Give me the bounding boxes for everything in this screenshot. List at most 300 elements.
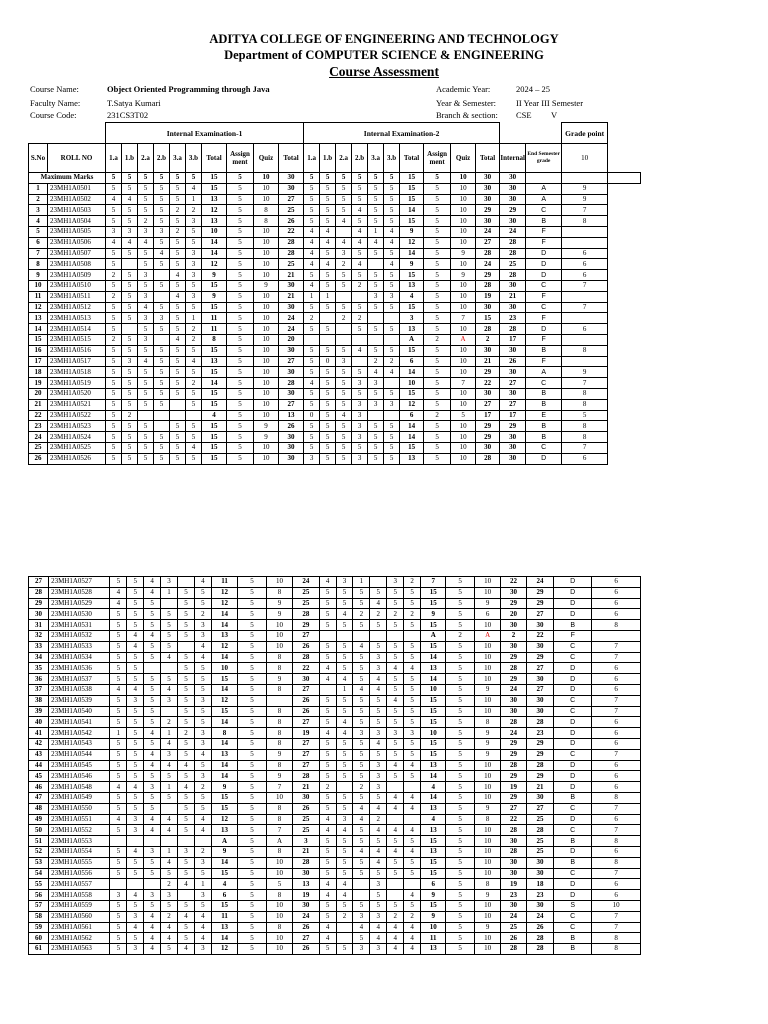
table-cell: 8 bbox=[266, 814, 292, 825]
table-cell: 29 bbox=[526, 652, 553, 663]
table-cell: 10 bbox=[266, 630, 292, 641]
table-cell: 59 bbox=[29, 922, 49, 933]
table-cell: 5 bbox=[304, 432, 320, 443]
table-cell: 27 bbox=[29, 577, 49, 588]
table-cell: 5 bbox=[161, 900, 178, 911]
table-cell: 5 bbox=[304, 388, 320, 399]
table-cell: 5 bbox=[336, 771, 353, 782]
table-cell: 4 bbox=[387, 803, 404, 814]
table-cell: 5 bbox=[170, 173, 186, 184]
table-row bbox=[29, 836, 641, 847]
table-cell: A bbox=[451, 334, 476, 345]
table-cell: 5 bbox=[238, 717, 267, 728]
table-cell: 5 bbox=[194, 792, 211, 803]
table-cell: 5 bbox=[127, 738, 144, 749]
table-cell: 15 bbox=[400, 270, 424, 281]
table-cell: 8 bbox=[266, 706, 292, 717]
table-cell: 5 bbox=[110, 911, 127, 922]
table-cell: 5 bbox=[122, 367, 138, 378]
table-cell: 5 bbox=[387, 684, 404, 695]
table-cell bbox=[127, 836, 144, 847]
table-cell: 13 bbox=[400, 453, 424, 464]
table-cell: 3 bbox=[122, 356, 138, 367]
table-cell: 5 bbox=[161, 609, 178, 620]
table-cell: 1 bbox=[353, 577, 370, 588]
table-cell: 10 bbox=[254, 334, 279, 345]
table-cell: 28 bbox=[501, 825, 526, 836]
table-cell: 41 bbox=[29, 728, 49, 739]
table-cell: 5 bbox=[238, 587, 267, 598]
table-cell: 5 bbox=[144, 792, 161, 803]
table-cell: 4 bbox=[154, 248, 170, 259]
table-cell: 2 bbox=[336, 259, 352, 270]
table-cell: 29 bbox=[500, 421, 526, 432]
table-cell: 5 bbox=[227, 453, 254, 464]
table-cell: 5 bbox=[320, 302, 336, 313]
table-cell: B bbox=[526, 399, 562, 410]
table-cell: D bbox=[554, 879, 592, 890]
table-cell: 4 bbox=[404, 663, 421, 674]
table-cell: 23MH1A0562 bbox=[49, 933, 110, 944]
table-cell: 5 bbox=[161, 674, 178, 685]
table-cell: 5 bbox=[404, 695, 421, 706]
table-cell: 5 bbox=[336, 598, 353, 609]
table-cell: 10 bbox=[254, 345, 279, 356]
table-row bbox=[29, 879, 641, 890]
table-cell: 4 bbox=[319, 674, 336, 685]
table-cell: 27 bbox=[293, 760, 319, 771]
table-cell: 4 bbox=[122, 237, 138, 248]
table-cell: 3 bbox=[144, 890, 161, 901]
table-row bbox=[29, 313, 641, 324]
table-cell: 2 bbox=[404, 577, 421, 588]
table-cell: 9 bbox=[474, 598, 500, 609]
table-cell bbox=[404, 782, 421, 793]
table-cell: 28 bbox=[279, 237, 304, 248]
table-cell: 30 bbox=[501, 868, 526, 879]
table-cell: 3 bbox=[293, 836, 319, 847]
table-cell: 8 bbox=[266, 717, 292, 728]
table-cell: 3 bbox=[387, 728, 404, 739]
table-row bbox=[29, 356, 641, 367]
col-header: 3.a bbox=[368, 144, 384, 173]
table-cell: 7 bbox=[592, 911, 641, 922]
table-cell: 3 bbox=[161, 749, 178, 760]
table-cell: 5 bbox=[127, 577, 144, 588]
table-cell: 5 bbox=[127, 674, 144, 685]
table-cell: 11 bbox=[29, 291, 48, 302]
table-cell: 5 bbox=[238, 663, 267, 674]
table-cell: 5 bbox=[353, 674, 370, 685]
table-cell: 6 bbox=[29, 237, 48, 248]
table-cell: 4 bbox=[404, 890, 421, 901]
table-cell: 28 bbox=[29, 587, 49, 598]
table-cell: 10 bbox=[451, 291, 476, 302]
table-cell: 24 bbox=[279, 313, 304, 324]
course-name-label: Course Name: bbox=[30, 84, 79, 94]
table-cell: 13 bbox=[421, 846, 446, 857]
table-cell: 4 bbox=[404, 792, 421, 803]
table-cell: 35 bbox=[29, 663, 49, 674]
table-cell: 5 bbox=[404, 598, 421, 609]
table-cell: E bbox=[526, 410, 562, 421]
table-cell: 5 bbox=[424, 313, 451, 324]
table-cell bbox=[384, 334, 400, 345]
table-cell: 15 bbox=[202, 453, 227, 464]
table-cell: 5 bbox=[336, 868, 353, 879]
table-cell: 10 bbox=[474, 706, 500, 717]
table-cell: 9 bbox=[474, 684, 500, 695]
table-cell bbox=[122, 259, 138, 270]
table-cell: 18 bbox=[526, 879, 553, 890]
table-cell: 5 bbox=[138, 173, 154, 184]
table-cell: 10 bbox=[451, 432, 476, 443]
table-cell: 4 bbox=[304, 226, 320, 237]
table-cell: D bbox=[526, 270, 562, 281]
table-cell: 6 bbox=[592, 814, 641, 825]
table-row bbox=[29, 248, 641, 259]
table-cell: 5 bbox=[424, 421, 451, 432]
table-cell: 5 bbox=[144, 738, 161, 749]
table-cell: 23MH1A0531 bbox=[49, 620, 110, 631]
table-cell: D bbox=[554, 717, 592, 728]
table-cell: 15 bbox=[211, 674, 237, 685]
table-cell: 5 bbox=[336, 749, 353, 760]
table-cell: 15 bbox=[211, 792, 237, 803]
table-cell: 14 bbox=[29, 324, 48, 335]
table-cell: 5 bbox=[110, 717, 127, 728]
table-cell: 28 bbox=[476, 248, 500, 259]
table-cell bbox=[336, 291, 352, 302]
table-cell: A bbox=[211, 836, 237, 847]
table-cell: 5 bbox=[29, 226, 48, 237]
table-cell: 5 bbox=[404, 587, 421, 598]
table-cell: 5 bbox=[138, 453, 154, 464]
table-cell: 12 bbox=[29, 302, 48, 313]
table-cell: 30 bbox=[500, 183, 526, 194]
table-row bbox=[29, 324, 641, 335]
table-cell: D bbox=[554, 663, 592, 674]
table-cell: 2 bbox=[29, 194, 48, 205]
table-cell: 5 bbox=[154, 259, 170, 270]
table-row bbox=[29, 345, 641, 356]
table-cell: 5 bbox=[138, 421, 154, 432]
table-cell bbox=[154, 270, 170, 281]
table-cell: 13 bbox=[293, 879, 319, 890]
table-cell: 4 bbox=[352, 205, 368, 216]
table-cell: 4 bbox=[194, 749, 211, 760]
table-cell: 23MH1A0503 bbox=[48, 205, 106, 216]
table-cell: 8 bbox=[562, 388, 608, 399]
table-cell bbox=[368, 259, 384, 270]
table-cell: 3 bbox=[336, 248, 352, 259]
table-cell: 5 bbox=[384, 183, 400, 194]
table-cell: 5 bbox=[353, 663, 370, 674]
faculty-label: Faculty Name: bbox=[30, 98, 81, 108]
table-cell: D bbox=[554, 760, 592, 771]
table-cell: 4 bbox=[144, 760, 161, 771]
table-cell: 4 bbox=[387, 792, 404, 803]
table-cell: 15 bbox=[421, 868, 446, 879]
table-cell: 5 bbox=[144, 857, 161, 868]
table-cell: 3 bbox=[336, 577, 353, 588]
table-cell: 5 bbox=[178, 598, 195, 609]
table-cell: 13 bbox=[400, 324, 424, 335]
table-cell: B bbox=[554, 857, 592, 868]
table-cell: 5 bbox=[186, 432, 202, 443]
table-cell: 5 bbox=[304, 216, 320, 227]
table-cell bbox=[404, 630, 421, 641]
table-row bbox=[29, 183, 641, 194]
table-cell: 3 bbox=[370, 760, 387, 771]
table-cell: 5 bbox=[110, 609, 127, 620]
table-cell: 9 bbox=[254, 280, 279, 291]
table-cell: 3 bbox=[370, 911, 387, 922]
table-cell: 5 bbox=[178, 825, 195, 836]
table-cell: 21 bbox=[526, 782, 553, 793]
table-cell: 47 bbox=[29, 792, 49, 803]
table-cell: 30 bbox=[279, 388, 304, 399]
table-cell bbox=[138, 410, 154, 421]
table-cell: 14 bbox=[211, 652, 237, 663]
table-cell: 6 bbox=[592, 890, 641, 901]
table-cell: 5 bbox=[178, 630, 195, 641]
table-cell: 5 bbox=[106, 248, 122, 259]
table-cell: 3 bbox=[178, 846, 195, 857]
table-cell bbox=[562, 173, 608, 184]
table-cell: 5 bbox=[144, 674, 161, 685]
table-cell: 9 bbox=[254, 432, 279, 443]
table-cell: 5 bbox=[319, 749, 336, 760]
table-cell: 5 bbox=[404, 684, 421, 695]
table-cell: C bbox=[526, 280, 562, 291]
col-header: 2.a bbox=[336, 144, 352, 173]
table-cell: 5 bbox=[238, 609, 267, 620]
table-cell: 5 bbox=[320, 248, 336, 259]
table-cell: 5 bbox=[238, 641, 267, 652]
table-cell: 5 bbox=[404, 868, 421, 879]
table-cell: 5 bbox=[110, 749, 127, 760]
table-cell: 25 bbox=[29, 442, 48, 453]
table-cell: 15 bbox=[421, 695, 446, 706]
table-cell: 5 bbox=[336, 442, 352, 453]
table-cell: 4 bbox=[352, 259, 368, 270]
table-cell: 4 bbox=[194, 577, 211, 588]
table-cell: 19 bbox=[29, 378, 48, 389]
table-cell: 30 bbox=[500, 388, 526, 399]
table-cell: 3 bbox=[368, 399, 384, 410]
table-cell: 49 bbox=[29, 814, 49, 825]
table-cell: 30 bbox=[293, 674, 319, 685]
table-cell: 3 bbox=[29, 205, 48, 216]
table-cell: 10 bbox=[451, 399, 476, 410]
table-cell: 5 bbox=[227, 399, 254, 410]
table-cell: 5 bbox=[227, 334, 254, 345]
table-cell: 30 bbox=[526, 868, 553, 879]
table-cell: 26 bbox=[526, 922, 553, 933]
table-cell: 5 bbox=[319, 620, 336, 631]
table-cell: 5 bbox=[238, 890, 267, 901]
table-cell: 5 bbox=[446, 706, 475, 717]
table-cell: D bbox=[554, 738, 592, 749]
table-cell: 2 bbox=[370, 814, 387, 825]
table-cell: 5 bbox=[370, 868, 387, 879]
table-cell: B bbox=[554, 792, 592, 803]
table-cell: 15 bbox=[421, 717, 446, 728]
table-cell: 5 bbox=[446, 944, 475, 955]
table-cell: 29 bbox=[526, 587, 553, 598]
table-cell: 5 bbox=[110, 857, 127, 868]
table-cell: 5 bbox=[353, 933, 370, 944]
table-cell: 4 bbox=[404, 933, 421, 944]
table-cell: 5 bbox=[320, 194, 336, 205]
table-cell: 5 bbox=[170, 280, 186, 291]
table-cell: 15 bbox=[421, 587, 446, 598]
table-cell: 5 bbox=[446, 738, 475, 749]
max-marks-label: Maximum Marks bbox=[29, 173, 106, 184]
table-cell: 28 bbox=[526, 825, 553, 836]
table-cell: 5 bbox=[178, 792, 195, 803]
table-cell: 15 bbox=[476, 313, 500, 324]
table-cell: 5 bbox=[238, 674, 267, 685]
table-cell: 22 bbox=[293, 663, 319, 674]
table-cell: 5 bbox=[127, 771, 144, 782]
table-cell: 4 bbox=[353, 814, 370, 825]
table-cell: 5 bbox=[368, 388, 384, 399]
table-cell: 5 bbox=[370, 641, 387, 652]
table-cell: 5 bbox=[384, 205, 400, 216]
table-cell: 10 bbox=[474, 674, 500, 685]
table-cell: 13 bbox=[421, 944, 446, 955]
table-cell: 30 bbox=[526, 900, 553, 911]
table-cell: 5 bbox=[336, 280, 352, 291]
table-cell: 54 bbox=[29, 868, 49, 879]
table-cell: 23MH1A0520 bbox=[48, 388, 106, 399]
table-cell: 14 bbox=[211, 738, 237, 749]
table-cell: 9 bbox=[202, 291, 227, 302]
table-cell: 5 bbox=[238, 630, 267, 641]
table-row bbox=[29, 367, 641, 378]
table-cell: 5 bbox=[186, 388, 202, 399]
assessment-table-page-1 bbox=[28, 122, 641, 465]
table-cell: 5 bbox=[319, 587, 336, 598]
table-cell bbox=[404, 814, 421, 825]
table-row bbox=[29, 609, 641, 620]
table-cell: 7 bbox=[266, 782, 292, 793]
table-cell: 5 bbox=[336, 706, 353, 717]
table-cell: 4 bbox=[110, 814, 127, 825]
table-cell: 5 bbox=[387, 620, 404, 631]
table-cell: 5 bbox=[304, 442, 320, 453]
table-cell: 3 bbox=[370, 652, 387, 663]
table-cell: 5 bbox=[446, 900, 475, 911]
table-cell: 4 bbox=[110, 684, 127, 695]
table-cell: 5 bbox=[320, 324, 336, 335]
table-cell: 5 bbox=[227, 205, 254, 216]
table-cell: 3 bbox=[110, 890, 127, 901]
table-cell: 5 bbox=[106, 183, 122, 194]
table-cell: 5 bbox=[154, 356, 170, 367]
table-cell: 5 bbox=[384, 280, 400, 291]
table-cell: 5 bbox=[154, 237, 170, 248]
table-cell: 28 bbox=[526, 760, 553, 771]
table-cell: 5 bbox=[304, 205, 320, 216]
table-cell: 5 bbox=[320, 367, 336, 378]
table-cell: 29 bbox=[501, 674, 526, 685]
table-cell: 4 bbox=[352, 226, 368, 237]
table-cell: 5 bbox=[404, 620, 421, 631]
table-cell: 53 bbox=[29, 857, 49, 868]
table-cell: 5 bbox=[446, 836, 475, 847]
table-cell: 5 bbox=[138, 388, 154, 399]
table-cell: 10 bbox=[451, 173, 476, 184]
table-cell: 23MH1A0558 bbox=[49, 890, 110, 901]
table-cell: 27 bbox=[293, 717, 319, 728]
table-cell: 23MH1A0530 bbox=[49, 609, 110, 620]
table-cell: 10 bbox=[254, 226, 279, 237]
table-cell: 5 bbox=[370, 587, 387, 598]
table-cell: 8 bbox=[562, 345, 608, 356]
table-cell: 3 bbox=[138, 226, 154, 237]
table-cell: 10 bbox=[451, 453, 476, 464]
table-cell: 5 bbox=[384, 302, 400, 313]
table-cell: 4 bbox=[336, 717, 353, 728]
table-cell: 23MH1A0549 bbox=[49, 792, 110, 803]
table-cell: 29 bbox=[501, 749, 526, 760]
table-cell: 15 bbox=[202, 280, 227, 291]
table-cell: 5 bbox=[352, 270, 368, 281]
table-cell: 4 bbox=[144, 577, 161, 588]
table-cell: 4 bbox=[138, 237, 154, 248]
table-cell: 5 bbox=[384, 173, 400, 184]
table-cell: 23MH1A0525 bbox=[48, 442, 106, 453]
table-cell bbox=[387, 890, 404, 901]
table-cell: 3 bbox=[336, 356, 352, 367]
table-cell: 1 bbox=[186, 313, 202, 324]
table-cell: 5 bbox=[194, 587, 211, 598]
table-cell: 10 bbox=[254, 313, 279, 324]
table-cell: 5 bbox=[368, 183, 384, 194]
table-row bbox=[29, 442, 641, 453]
ie1-header: Internal Examination-1 bbox=[106, 123, 304, 144]
table-cell: 7 bbox=[451, 378, 476, 389]
table-cell: 10 bbox=[266, 792, 292, 803]
table-cell: 9 bbox=[474, 728, 500, 739]
table-cell: 15 bbox=[202, 173, 227, 184]
col-header: 1.b bbox=[122, 144, 138, 173]
table-cell: 3 bbox=[154, 313, 170, 324]
table-cell: 5 bbox=[186, 367, 202, 378]
table-cell: 5 bbox=[106, 356, 122, 367]
table-cell: 9 bbox=[266, 674, 292, 685]
table-cell: A bbox=[526, 194, 562, 205]
table-cell: 5 bbox=[186, 302, 202, 313]
table-cell: 3 bbox=[368, 291, 384, 302]
table-cell: 27 bbox=[476, 399, 500, 410]
table-cell: 5 bbox=[110, 792, 127, 803]
table-cell: 5 bbox=[227, 378, 254, 389]
table-cell bbox=[562, 334, 608, 345]
table-cell: 10 bbox=[451, 280, 476, 291]
table-cell: 27 bbox=[500, 378, 526, 389]
table-cell: 5 bbox=[161, 620, 178, 631]
table-cell: 5 bbox=[170, 378, 186, 389]
table-cell: 1 bbox=[194, 879, 211, 890]
col-header: Total bbox=[279, 144, 304, 173]
table-cell: 5 bbox=[127, 652, 144, 663]
table-cell: 12 bbox=[202, 205, 227, 216]
table-cell: 30 bbox=[476, 388, 500, 399]
